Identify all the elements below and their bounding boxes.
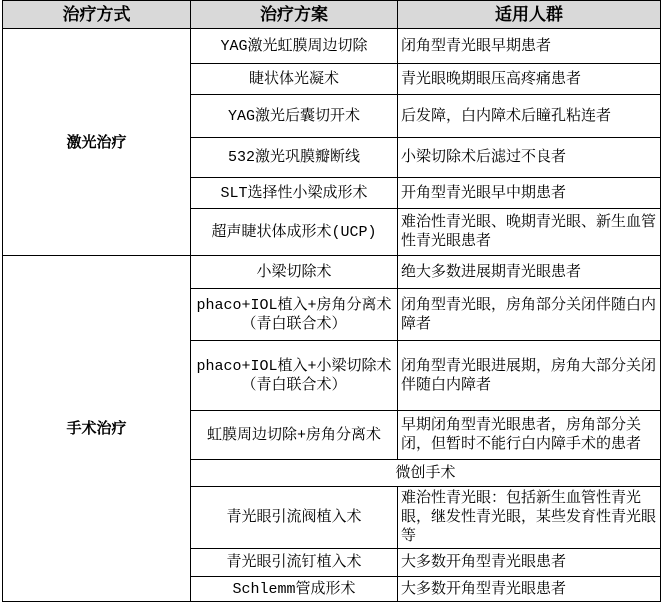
applicable-population-cell: 大多数开角型青光眼患者 — [398, 549, 660, 576]
treatment-plan-cell: 532激光巩膜瓣断线 — [191, 138, 397, 177]
treatment-plan-cell: phaco+IOL植入+房角分离术（青白联合术） — [191, 289, 397, 340]
applicable-population-cell: 绝大多数进展期青光眼患者 — [398, 256, 660, 288]
subcategory-minimally-invasive-surgery: 微创手术 — [191, 460, 660, 486]
applicable-population-cell: 闭角型青光眼进展期，房角大部分关闭伴随白内障者 — [398, 341, 660, 410]
treatment-plan-cell: SLT选择性小梁成形术 — [191, 178, 397, 208]
treatment-plan-cell: 小梁切除术 — [191, 256, 397, 288]
column-header-treatment-plan: 治疗方案 — [191, 1, 397, 28]
applicable-population-cell: 闭角型青光眼，房角部分关闭伴随白内障者 — [398, 289, 660, 340]
treatment-plan-cell: Schlemm管成形术 — [191, 577, 397, 601]
applicable-population-cell: 青光眼晚期眼压高疼痛患者 — [398, 64, 660, 94]
applicable-population-cell: 早期闭角型青光眼患者，房角部分关闭，但暂时不能行白内障手术的患者 — [398, 411, 660, 459]
treatment-plan-cell: phaco+IOL植入+小梁切除术（青白联合术） — [191, 341, 397, 410]
column-header-applicable-population: 适用人群 — [398, 1, 660, 28]
applicable-population-cell: 小梁切除术后滤过不良者 — [398, 138, 660, 177]
treatment-table — [2, 0, 661, 602]
applicable-population-cell: 开角型青光眼早中期患者 — [398, 178, 660, 208]
applicable-population-cell: 闭角型青光眼早期患者 — [398, 29, 660, 63]
treatment-plan-cell: YAG激光后囊切开术 — [191, 95, 397, 137]
applicable-population-cell: 大多数开角型青光眼患者 — [398, 577, 660, 601]
treatment-plan-cell: 睫状体光凝术 — [191, 64, 397, 94]
treatment-plan-cell: 虹膜周边切除+房角分离术 — [191, 411, 397, 459]
treatment-category-surgery: 手术治疗 — [3, 256, 190, 601]
treatment-plan-cell: 超声睫状体成形术(UCP) — [191, 209, 397, 255]
applicable-population-cell: 难治性青光眼：包括新生血管性青光眼，继发性青光眼，某些发育性青光眼等 — [398, 487, 660, 548]
applicable-population-cell: 难治性青光眼、晚期青光眼、新生血管性青光眼患者 — [398, 209, 660, 255]
applicable-population-cell: 后发障，白内障术后瞳孔粘连者 — [398, 95, 660, 137]
treatment-plan-cell: YAG激光虹膜周边切除 — [191, 29, 397, 63]
column-header-treatment-method: 治疗方式 — [3, 1, 190, 28]
treatment-category-laser: 激光治疗 — [3, 29, 190, 255]
treatment-plan-cell: 青光眼引流钉植入术 — [191, 549, 397, 576]
treatment-plan-cell: 青光眼引流阀植入术 — [191, 487, 397, 548]
